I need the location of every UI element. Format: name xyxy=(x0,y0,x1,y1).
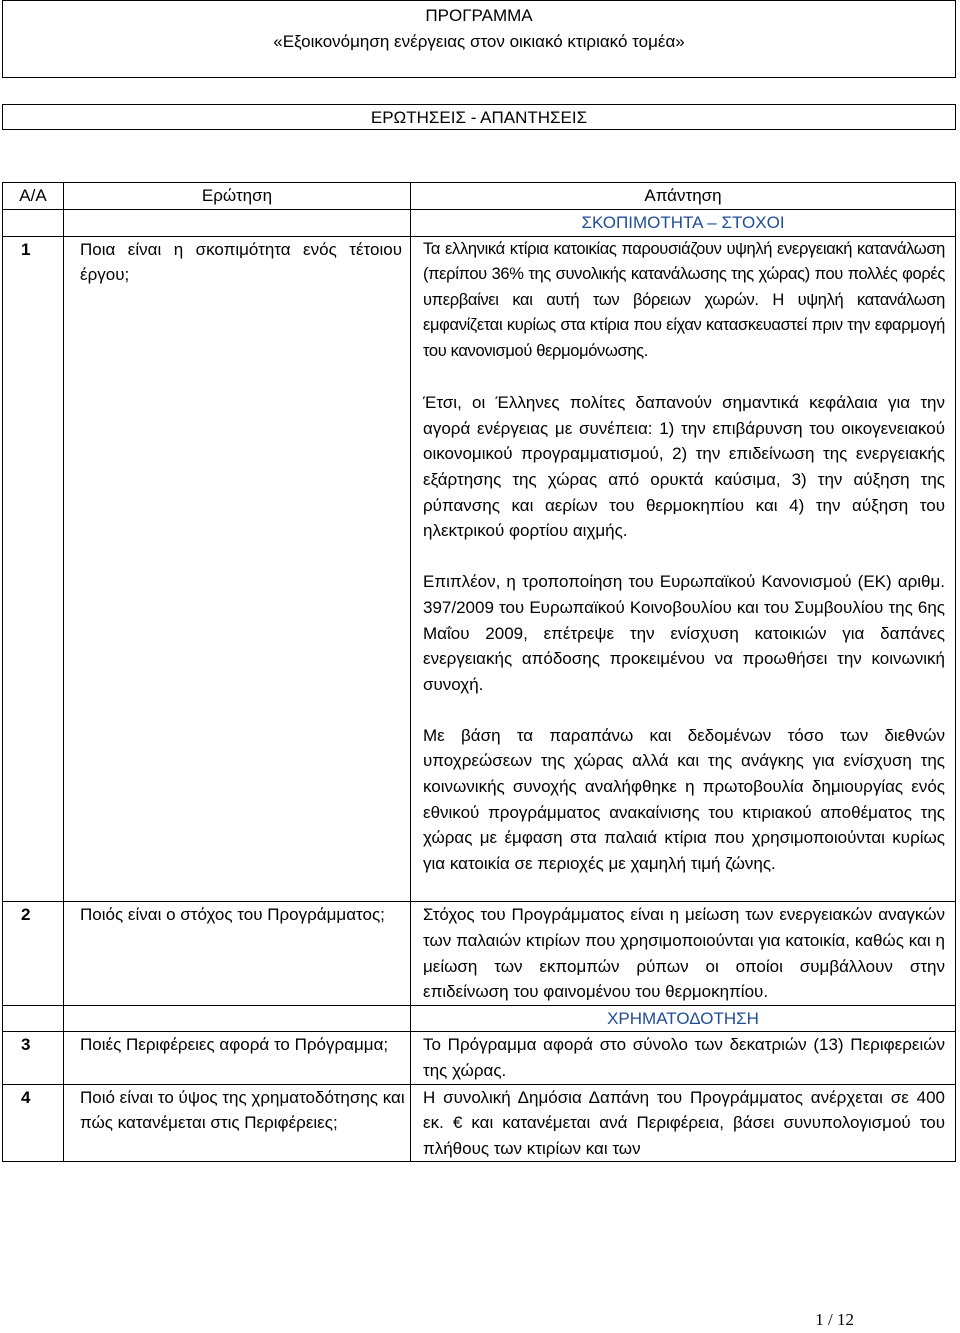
program-title-box xyxy=(2,0,956,78)
table-row xyxy=(3,236,956,902)
question-text: Ποιό είναι το ύψος της χρηματοδότησης και πώς κατανέμεται στις Περιφέρειες; xyxy=(64,1084,411,1162)
table-row xyxy=(3,1084,956,1162)
qa-heading: ΕΡΩΤΗΣΕΙΣ - ΑΠΑΝΤΗΣΕΙΣ xyxy=(2,104,956,130)
answer-cell xyxy=(411,902,956,1005)
row-number: 3 xyxy=(3,1032,64,1084)
table-header-row xyxy=(3,183,956,210)
answer-paragraph: Με βάση τα παραπάνω και δεδομένων τόσο των διεθνών υποχρεώσεων της χώρας αλλά και της ανάγκης για ενίσχυση της κοινωνικής συνοχής αναλήφθηκε η πρωτοβουλία δημιουργίας ενός εθνικού προγράμματος ανακαίνισης του κτιριακού αποθέματος της χώρας με έμφαση στα παλαιά κτίρια που χρησιμοποιούνται κυρίως για κατοικία σε περιοχές με χαμηλή τιμή ζώνης. xyxy=(423,725,945,873)
section-row xyxy=(3,1005,956,1032)
answer-paragraph: Η συνολική Δημόσια Δαπάνη του Προγράμματος ανέρχεται σε 400 εκ. € και κατανέμεται ανά Περιφέρεια, βάσει συνυπολογισμού του πλήθους των κτιρίων και των xyxy=(423,1087,945,1158)
qa-table xyxy=(2,182,956,1162)
section-title-funding: ΧΡΗΜΑΤΟΔΟΤΗΣΗ xyxy=(411,1005,956,1032)
header-num: Α/Α xyxy=(3,183,64,210)
answer-cell xyxy=(411,1084,956,1162)
header-question: Ερώτηση xyxy=(64,183,411,210)
row-number: 1 xyxy=(3,236,64,902)
table-row xyxy=(3,902,956,1005)
question-text: Ποιός είναι ο στόχος του Προγράμματος; xyxy=(64,902,411,1005)
answer-cell xyxy=(411,236,956,902)
answer-cell xyxy=(411,1032,956,1084)
section-row xyxy=(3,210,956,237)
section-title-goals: ΣΚΟΠΙΜΟΤΗΤΑ – ΣΤΟΧΟΙ xyxy=(411,210,956,237)
answer-paragraph: Επιπλέον, η τροποποίηση του Ευρωπαϊκού Κανονισμού (ΕΚ) αριθμ. 397/2009 του Ευρωπαϊκού Κοινοβουλίου και του Συμβουλίου της 6ης Μαΐου 2009, επέτρεψε την ενίσχυση κατοικιών για δαπάνες ενεργειακής απόδοσης προκειμένου να προωθήσει την κοινωνική συνοχή. xyxy=(423,572,945,694)
answer-paragraph: Τα ελληνικά κτίρια κατοικίας παρουσιάζουν υψηλή ενεργειακή κατανάλωση (περίπου 36% της συνολικής κατανάλωσης της χώρας) που πολλές φορές υπερβαίνει και αυτή των βόρειων χωρών. Η υψηλή κατανάλωση εμφανίζεται κυρίως στα κτίρια που είχαν κατασκευαστεί πριν την εφαρμογή του κανονισμού θερμομόνωσης. xyxy=(423,239,945,360)
answer-paragraph: Έτσι, οι Έλληνες πολίτες δαπανούν σημαντικά κεφάλαια για την αγορά ενέργειας με συνέπεια: 1) την επιβάρυνση του οικογενειακού οικονομικού προγραμματισμού, 2) την επιδείνωση της ενεργειακής εξάρτησης της χώρας από ορυκτά καύσιμα, 3) την αύξηση της ρύπανσης και αερίων του θερμοκηπίου και 4) την αύξηση του ηλεκτρικού φορτίου αιχμής. xyxy=(423,393,945,541)
page-number: 1 / 12 xyxy=(815,1310,854,1329)
row-number: 4 xyxy=(3,1084,64,1162)
answer-paragraph: Στόχος του Προγράμματος είναι η μείωση των ενεργειακών αναγκών των παλαιών κτιρίων που χρησιμοποιούνται για κατοικία, καθώς και η μείωση των εκπομπών ρύπων οι οποίοι συμβάλλουν στην επιδείνωση του φαινομένου του θερμοκηπίου. xyxy=(423,905,945,1002)
table-row xyxy=(3,1032,956,1084)
answer-paragraph: Το Πρόγραμμα αφορά στο σύνολο των δεκατριών (13) Περιφερειών της χώρας. xyxy=(423,1035,945,1080)
question-text: Ποιές Περιφέρειες αφορά το Πρόγραμμα; xyxy=(64,1032,411,1084)
header-answer: Απάντηση xyxy=(411,183,956,210)
row-number: 2 xyxy=(3,902,64,1005)
program-subtitle: «Εξοικονόμηση ενέργειας στον οικιακό κτιριακό τομέα» xyxy=(273,32,685,51)
question-text: Ποια είναι η σκοπιμότητα ενός τέτοιου έργου; xyxy=(64,236,411,902)
program-title: ΠΡΟΓΡΑΜΜΑ xyxy=(425,6,533,25)
